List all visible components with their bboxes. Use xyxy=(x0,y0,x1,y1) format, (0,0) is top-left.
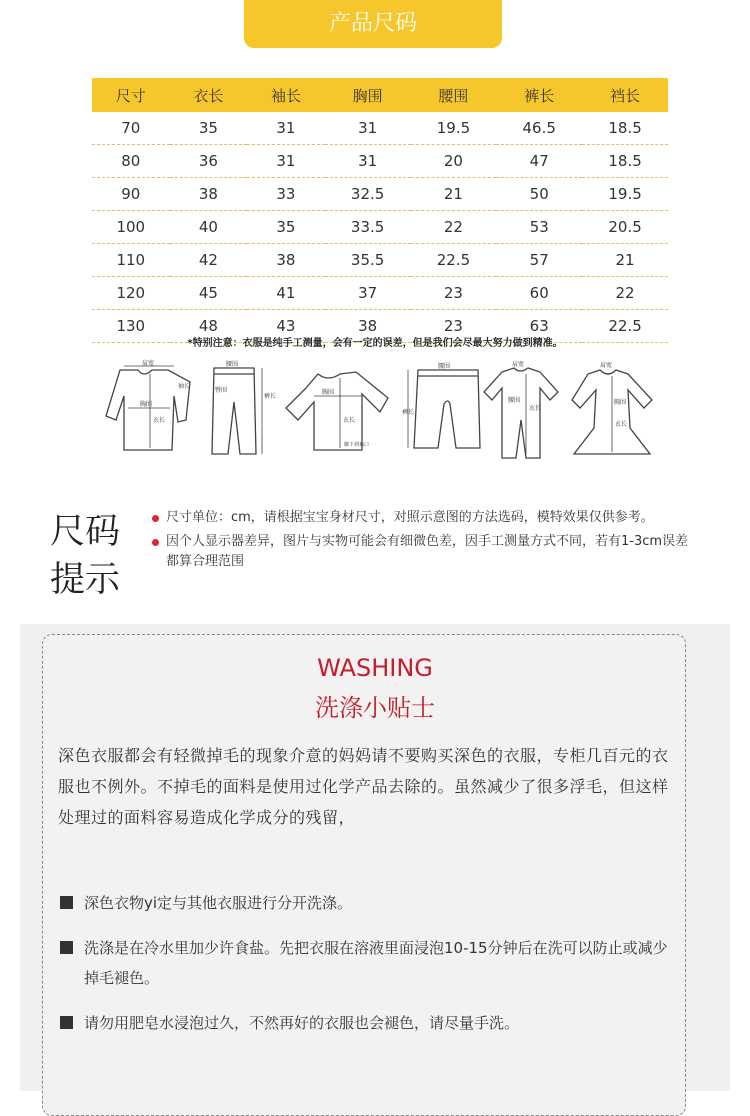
size-tips-title xyxy=(50,508,120,604)
table-cell: 47 xyxy=(496,145,582,178)
table-cell: 32.5 xyxy=(325,178,411,211)
bullet-dot-icon xyxy=(152,515,159,522)
table-cell: 21 xyxy=(411,178,497,211)
table-cell: 19.5 xyxy=(411,112,497,145)
size-table-header-row xyxy=(92,78,668,112)
romper-shoulder-label: 肩宽 xyxy=(512,361,525,368)
table-cell: 23 xyxy=(411,310,497,343)
table-cell: 38 xyxy=(325,310,411,343)
header-size: 尺寸 xyxy=(92,78,170,112)
table-cell: 23 xyxy=(411,277,497,310)
table-cell: 31 xyxy=(247,112,325,145)
dress-shoulder-label: 肩宽 xyxy=(600,362,613,369)
romper-length-label: 衣长 xyxy=(529,405,542,412)
table-cell: 33.5 xyxy=(325,211,411,244)
table-cell: 33 xyxy=(247,178,325,211)
raglan-chest-label: 胸围 xyxy=(322,389,335,396)
table-cell: 120 xyxy=(92,277,170,310)
table-cell: 20.5 xyxy=(582,211,668,244)
table-cell: 22 xyxy=(411,211,497,244)
table-cell: 22.5 xyxy=(582,310,668,343)
header-chest: 胸围 xyxy=(325,78,411,112)
table-cell: 18.5 xyxy=(582,145,668,178)
table-cell: 38 xyxy=(247,244,325,277)
table-cell: 31 xyxy=(325,145,411,178)
size-title-banner xyxy=(244,0,502,48)
table-cell: 35 xyxy=(247,211,325,244)
table-cell: 35 xyxy=(170,112,248,145)
table-cell: 50 xyxy=(496,178,582,211)
size-tips-title-line2: 提示 xyxy=(50,560,121,600)
shirt-length-label: 衣长 xyxy=(153,417,166,424)
header-crotch: 裆长 xyxy=(582,78,668,112)
list-item xyxy=(58,888,678,918)
table-cell: 18.5 xyxy=(582,112,668,145)
table-cell: 35.5 xyxy=(325,244,411,277)
header-waist: 腰围 xyxy=(411,78,497,112)
table-cell: 31 xyxy=(325,112,411,145)
table-cell: 53 xyxy=(496,211,582,244)
table-cell: 37 xyxy=(325,277,411,310)
list-item xyxy=(150,508,700,528)
table-cell: 41 xyxy=(247,277,325,310)
size-tips-list xyxy=(150,508,700,576)
table-cell: 36 xyxy=(170,145,248,178)
bullet-square-icon xyxy=(60,941,73,954)
table-cell: 22.5 xyxy=(411,244,497,277)
romper-waist-label: 腰围 xyxy=(508,397,521,404)
table-cell: 40 xyxy=(170,211,248,244)
bullet-square-icon xyxy=(60,1016,73,1029)
washing-title-en: WASHING xyxy=(317,654,433,682)
size-table xyxy=(92,78,668,343)
shirt-diagram xyxy=(106,359,190,450)
washing-list xyxy=(58,888,678,1053)
pants-hip-label: 臀围 xyxy=(215,387,228,394)
raglan-length-label: 衣长 xyxy=(343,417,356,424)
header-sleeve: 袖长 xyxy=(247,78,325,112)
size-tips-title-line1: 尺码 xyxy=(50,512,121,552)
table-cell: 110 xyxy=(92,244,170,277)
washing-item-text: 请勿用肥皂水浸泡过久，不然再好的衣服也会褪色，请尽量手洗。 xyxy=(84,1014,520,1032)
washing-item-text: 深色衣物yi定与其他衣服进行分开洗涤。 xyxy=(84,894,353,912)
table-cell: 38 xyxy=(170,178,248,211)
tip-text: 因个人显示器差异，图片与实物可能会有细微色差，因手工测量方式不同，若有1-3cm误差都算合理范围 xyxy=(166,534,689,569)
table-cell: 130 xyxy=(92,310,170,343)
romper-diagram xyxy=(484,360,558,458)
shirt-shoulder-label: 肩宽 xyxy=(142,360,155,367)
table-cell: 60 xyxy=(496,277,582,310)
bullet-square-icon xyxy=(60,896,73,909)
table-cell: 80 xyxy=(92,145,170,178)
table-cell: 63 xyxy=(496,310,582,343)
pants-length-label: 裤长 xyxy=(264,393,277,400)
washing-paragraph: 深色衣服都会有轻微掉毛的现象介意的妈妈请不要购买深色的衣服，专柜几百元的衣服也不例外。不掉毛的面料是使用过化学产品去除的。虽然减少了很多浮毛，但这样处理过的面料容易造成化学成分的残留， xyxy=(58,746,669,827)
shirt-sleeve-label: 袖长 xyxy=(178,383,191,390)
table-cell: 22 xyxy=(582,277,668,310)
measurement-note: *特别注意：衣服是纯手工测量，会有一定的误差，但是我们会尽最大努力做到精准。 xyxy=(187,338,563,349)
pants-waist-label: 腰围 xyxy=(226,361,239,368)
table-cell: 48 xyxy=(170,310,248,343)
tip-text: 尺寸单位：cm，请根据宝宝身材尺寸，对照示意图的方法选码，模特效果仅供参考。 xyxy=(166,510,654,525)
dress-diagram xyxy=(572,361,652,454)
shirt-chest-label: 胸围 xyxy=(140,401,153,408)
table-row xyxy=(92,112,668,145)
bullet-dot-icon xyxy=(152,539,159,546)
dress-chest-label: 胸围 xyxy=(614,399,627,406)
table-cell: 100 xyxy=(92,211,170,244)
table-row xyxy=(92,277,668,310)
table-row xyxy=(92,145,668,178)
dress-length-label: 衣长 xyxy=(615,421,628,428)
shorts-length-label: 裤长 xyxy=(402,409,415,416)
table-cell: 90 xyxy=(92,178,170,211)
header-length: 衣长 xyxy=(170,78,248,112)
measurement-diagrams xyxy=(78,358,674,463)
header-pants-length: 裤长 xyxy=(496,78,582,112)
size-title: 产品尺码 xyxy=(328,11,417,36)
table-cell: 46.5 xyxy=(496,112,582,145)
pants-diagram xyxy=(212,360,276,454)
shorts-diagram xyxy=(402,362,480,448)
list-item xyxy=(58,1008,678,1038)
table-cell: 19.5 xyxy=(582,178,668,211)
table-cell: 21 xyxy=(582,244,668,277)
table-cell: 43 xyxy=(247,310,325,343)
table-cell: 31 xyxy=(247,145,325,178)
table-cell: 20 xyxy=(411,145,497,178)
washing-item-text: 洗涤是在冷水里加少许食盐。先把衣服在溶液里面浸泡10-15分钟后在洗可以防止或减少掉毛褪色。 xyxy=(84,939,668,987)
table-cell: 70 xyxy=(92,112,170,145)
table-row xyxy=(92,178,668,211)
washing-title-cn: 洗涤小贴士 xyxy=(315,694,435,722)
table-cell: 57 xyxy=(496,244,582,277)
table-row xyxy=(92,211,668,244)
raglan-hem-label: 脚下到袖口 xyxy=(344,442,370,448)
table-cell: 42 xyxy=(170,244,248,277)
raglan-diagram xyxy=(286,372,388,450)
list-item xyxy=(150,532,700,572)
table-row xyxy=(92,244,668,277)
table-cell: 45 xyxy=(170,277,248,310)
list-item xyxy=(58,933,678,993)
shorts-waist-label: 腰围 xyxy=(438,363,451,370)
